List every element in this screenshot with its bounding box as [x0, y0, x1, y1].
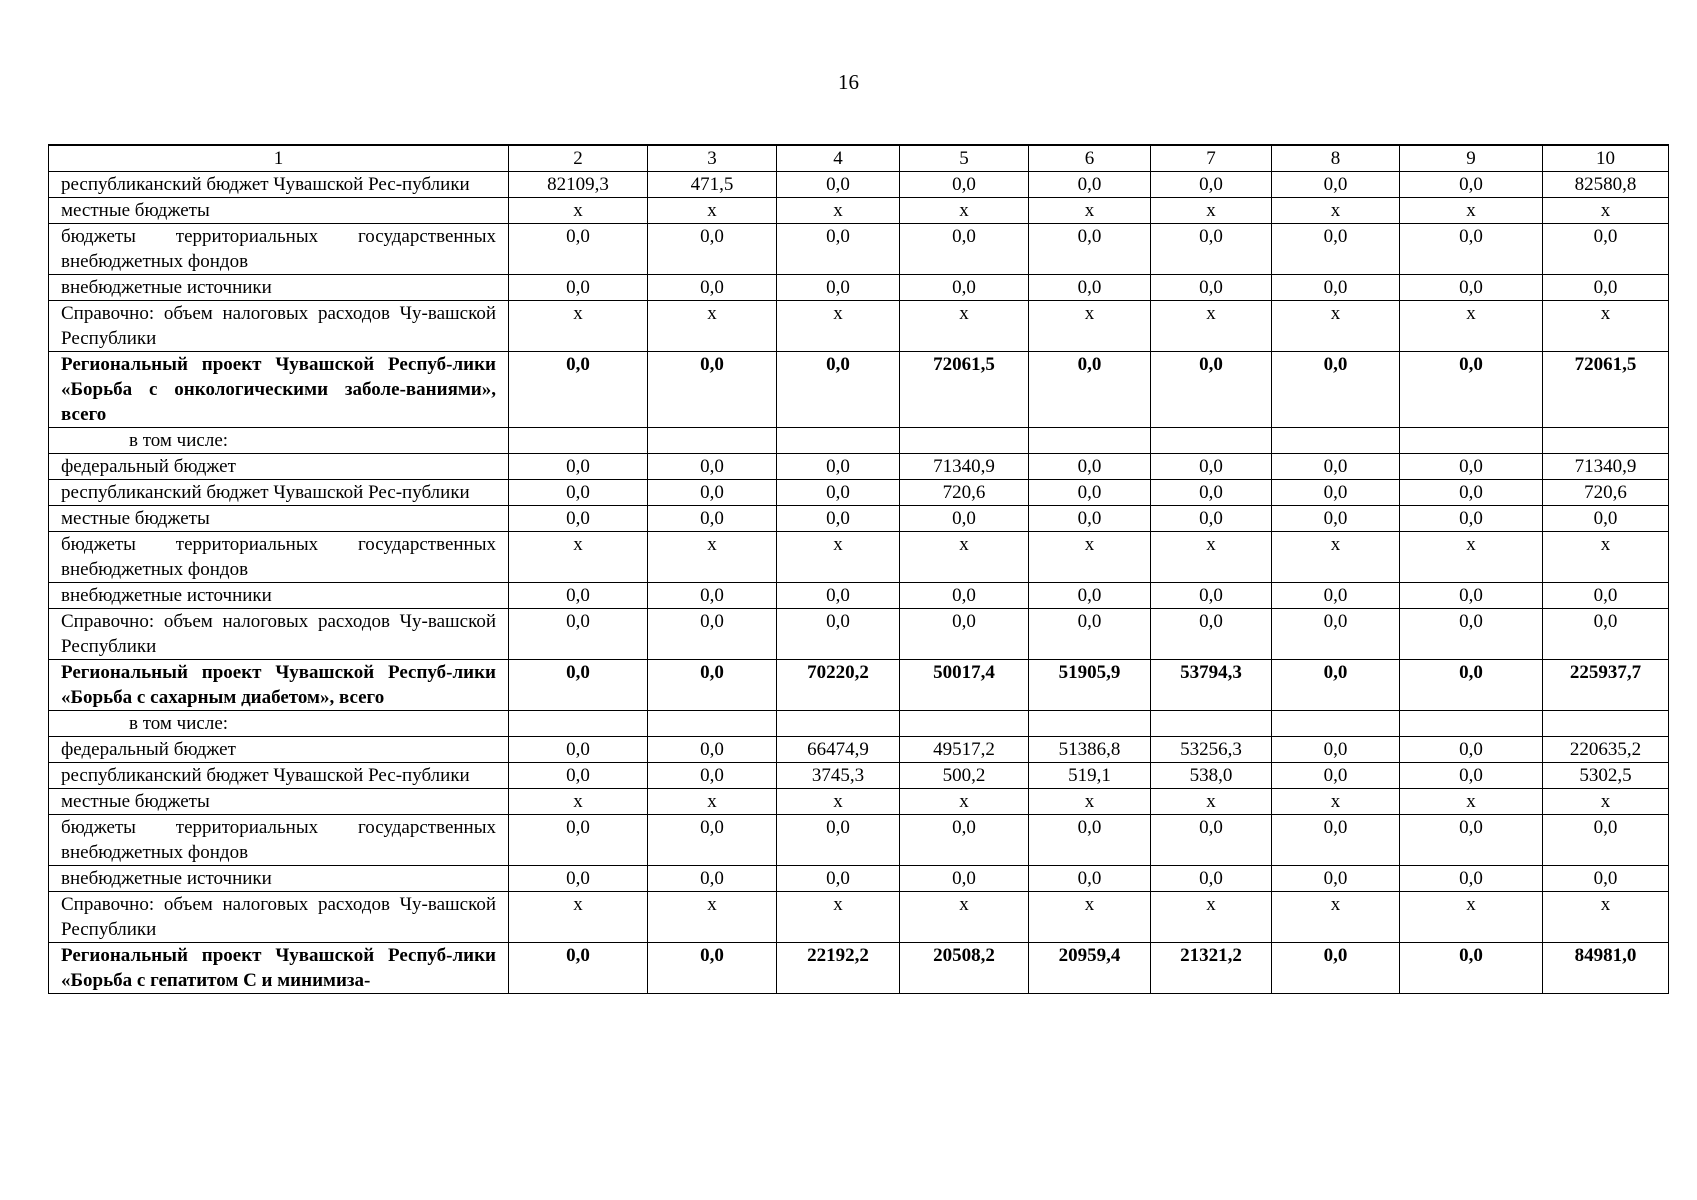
cell-value: 0,0: [900, 506, 1029, 532]
cell-value: [777, 711, 900, 737]
cell-value: 500,2: [900, 763, 1029, 789]
cell-value: [509, 428, 648, 454]
cell-value: 0,0: [1029, 480, 1151, 506]
cell-value: 0,0: [1151, 275, 1272, 301]
cell-value: 0,0: [1272, 480, 1400, 506]
cell-value: х: [1400, 789, 1543, 815]
cell-value: х: [1272, 301, 1400, 352]
table-row: [49, 815, 1669, 866]
cell-value: х: [1029, 789, 1151, 815]
table-row: [49, 943, 1669, 994]
cell-value: [1151, 428, 1272, 454]
row-label: внебюджетные источники: [49, 583, 509, 609]
cell-value: 0,0: [1543, 224, 1669, 275]
cell-value: 0,0: [1400, 815, 1543, 866]
cell-value: 0,0: [509, 352, 648, 428]
column-header: 7: [1151, 145, 1272, 172]
cell-value: 0,0: [648, 763, 777, 789]
cell-value: х: [1151, 198, 1272, 224]
cell-value: 0,0: [1400, 275, 1543, 301]
cell-value: 0,0: [1029, 815, 1151, 866]
cell-value: 0,0: [1151, 172, 1272, 198]
row-label: местные бюджеты: [49, 198, 509, 224]
cell-value: 0,0: [777, 583, 900, 609]
cell-value: 0,0: [777, 480, 900, 506]
cell-value: 0,0: [648, 352, 777, 428]
cell-value: х: [1151, 532, 1272, 583]
cell-value: 0,0: [1400, 480, 1543, 506]
cell-value: 0,0: [900, 275, 1029, 301]
row-label: в том числе:: [49, 711, 509, 737]
table-row: [49, 789, 1669, 815]
cell-value: 0,0: [509, 275, 648, 301]
cell-value: 0,0: [1029, 866, 1151, 892]
cell-value: 0,0: [1029, 583, 1151, 609]
cell-value: 0,0: [648, 866, 777, 892]
cell-value: х: [900, 789, 1029, 815]
cell-value: 53256,3: [1151, 737, 1272, 763]
cell-value: 0,0: [1543, 866, 1669, 892]
row-label: Справочно: объем налоговых расходов Чу-вашской Республики: [49, 892, 509, 943]
cell-value: х: [1400, 532, 1543, 583]
cell-value: [1543, 428, 1669, 454]
cell-value: 53794,3: [1151, 660, 1272, 711]
row-label: Региональный проект Чувашской Респуб-лики «Борьба с гепатитом С и минимиза-: [49, 943, 509, 994]
cell-value: х: [1151, 892, 1272, 943]
table-row: [49, 352, 1669, 428]
cell-value: [1543, 711, 1669, 737]
cell-value: х: [1400, 892, 1543, 943]
cell-value: х: [777, 789, 900, 815]
cell-value: 0,0: [648, 506, 777, 532]
cell-value: х: [777, 301, 900, 352]
row-label: местные бюджеты: [49, 506, 509, 532]
cell-value: 0,0: [1029, 454, 1151, 480]
cell-value: 0,0: [509, 763, 648, 789]
cell-value: 0,0: [509, 506, 648, 532]
cell-value: 0,0: [1272, 172, 1400, 198]
page-number: 16: [838, 70, 859, 94]
cell-value: 0,0: [777, 506, 900, 532]
cell-value: 538,0: [1151, 763, 1272, 789]
cell-value: 22192,2: [777, 943, 900, 994]
column-header: 1: [49, 145, 509, 172]
cell-value: [509, 711, 648, 737]
table-row: [49, 660, 1669, 711]
cell-value: [1029, 711, 1151, 737]
cell-value: 0,0: [648, 660, 777, 711]
cell-value: х: [1272, 789, 1400, 815]
cell-value: 0,0: [777, 275, 900, 301]
cell-value: 0,0: [900, 815, 1029, 866]
cell-value: 0,0: [1400, 609, 1543, 660]
cell-value: 0,0: [777, 352, 900, 428]
cell-value: х: [1272, 892, 1400, 943]
cell-value: х: [1543, 532, 1669, 583]
cell-value: х: [509, 301, 648, 352]
table-row: [49, 224, 1669, 275]
cell-value: 0,0: [777, 815, 900, 866]
cell-value: [900, 711, 1029, 737]
table-row: [49, 737, 1669, 763]
cell-value: 0,0: [1029, 609, 1151, 660]
cell-value: 0,0: [648, 815, 777, 866]
cell-value: 0,0: [1272, 454, 1400, 480]
cell-value: 0,0: [1272, 583, 1400, 609]
row-label: внебюджетные источники: [49, 275, 509, 301]
cell-value: 0,0: [509, 815, 648, 866]
cell-value: х: [900, 892, 1029, 943]
header-row: [49, 145, 1669, 172]
row-label: республиканский бюджет Чувашской Рес-публики: [49, 172, 509, 198]
cell-value: 0,0: [648, 224, 777, 275]
cell-value: х: [900, 198, 1029, 224]
cell-value: 0,0: [1151, 506, 1272, 532]
row-label: бюджеты территориальных государственных внебюджетных фондов: [49, 532, 509, 583]
cell-value: [1400, 711, 1543, 737]
cell-value: [1272, 711, 1400, 737]
column-header: 5: [900, 145, 1029, 172]
cell-value: [777, 428, 900, 454]
cell-value: х: [777, 532, 900, 583]
cell-value: 0,0: [648, 943, 777, 994]
cell-value: 0,0: [648, 737, 777, 763]
cell-value: 0,0: [1272, 763, 1400, 789]
cell-value: [648, 428, 777, 454]
cell-value: х: [509, 198, 648, 224]
cell-value: 0,0: [777, 866, 900, 892]
cell-value: 0,0: [509, 660, 648, 711]
cell-value: 0,0: [1151, 480, 1272, 506]
cell-value: 0,0: [1272, 737, 1400, 763]
cell-value: х: [900, 532, 1029, 583]
cell-value: х: [1543, 301, 1669, 352]
cell-value: 519,1: [1029, 763, 1151, 789]
cell-value: 50017,4: [900, 660, 1029, 711]
cell-value: 3745,3: [777, 763, 900, 789]
table-row: [49, 172, 1669, 198]
row-label: бюджеты территориальных государственных внебюджетных фондов: [49, 815, 509, 866]
cell-value: 84981,0: [1543, 943, 1669, 994]
cell-value: [900, 428, 1029, 454]
cell-value: 0,0: [1543, 506, 1669, 532]
cell-value: 0,0: [1272, 506, 1400, 532]
cell-value: 0,0: [1400, 763, 1543, 789]
cell-value: х: [648, 532, 777, 583]
cell-value: 49517,2: [900, 737, 1029, 763]
cell-value: 0,0: [648, 609, 777, 660]
cell-value: 0,0: [1400, 943, 1543, 994]
cell-value: 0,0: [1400, 224, 1543, 275]
cell-value: 720,6: [900, 480, 1029, 506]
cell-value: 0,0: [1029, 275, 1151, 301]
cell-value: 0,0: [1029, 352, 1151, 428]
cell-value: 0,0: [1151, 583, 1272, 609]
cell-value: 225937,7: [1543, 660, 1669, 711]
table-row: [49, 428, 1669, 454]
cell-value: 0,0: [1400, 660, 1543, 711]
cell-value: 0,0: [509, 943, 648, 994]
column-header: 3: [648, 145, 777, 172]
row-label: внебюджетные источники: [49, 866, 509, 892]
row-label: республиканский бюджет Чувашской Рес-публики: [49, 763, 509, 789]
cell-value: 21321,2: [1151, 943, 1272, 994]
row-label: местные бюджеты: [49, 789, 509, 815]
cell-value: 0,0: [1543, 583, 1669, 609]
cell-value: 0,0: [509, 583, 648, 609]
cell-value: 20959,4: [1029, 943, 1151, 994]
cell-value: х: [1029, 532, 1151, 583]
row-label: Региональный проект Чувашской Респуб-лики «Борьба с онкологическими заболе-ваниями», всего: [49, 352, 509, 428]
cell-value: х: [509, 892, 648, 943]
cell-value: 0,0: [1272, 224, 1400, 275]
cell-value: 0,0: [900, 866, 1029, 892]
cell-value: х: [1151, 301, 1272, 352]
cell-value: 220635,2: [1543, 737, 1669, 763]
cell-value: 82109,3: [509, 172, 648, 198]
cell-value: х: [1272, 532, 1400, 583]
cell-value: 0,0: [1151, 866, 1272, 892]
table-row: [49, 198, 1669, 224]
cell-value: [1029, 428, 1151, 454]
cell-value: 51386,8: [1029, 737, 1151, 763]
cell-value: 71340,9: [900, 454, 1029, 480]
cell-value: 0,0: [1029, 506, 1151, 532]
cell-value: 0,0: [900, 609, 1029, 660]
cell-value: 0,0: [777, 224, 900, 275]
cell-value: 0,0: [509, 454, 648, 480]
cell-value: 0,0: [1272, 660, 1400, 711]
cell-value: 0,0: [648, 275, 777, 301]
cell-value: х: [900, 301, 1029, 352]
cell-value: х: [509, 532, 648, 583]
cell-value: 0,0: [777, 172, 900, 198]
cell-value: 720,6: [1543, 480, 1669, 506]
column-header: 2: [509, 145, 648, 172]
cell-value: [648, 711, 777, 737]
row-label: Справочно: объем налоговых расходов Чу-вашской Республики: [49, 301, 509, 352]
cell-value: 0,0: [900, 224, 1029, 275]
cell-value: 0,0: [900, 172, 1029, 198]
cell-value: 0,0: [1400, 737, 1543, 763]
cell-value: 51905,9: [1029, 660, 1151, 711]
cell-value: 72061,5: [1543, 352, 1669, 428]
cell-value: х: [1029, 892, 1151, 943]
cell-value: 0,0: [1272, 866, 1400, 892]
cell-value: 72061,5: [900, 352, 1029, 428]
cell-value: [1400, 428, 1543, 454]
row-label: федеральный бюджет: [49, 737, 509, 763]
cell-value: х: [1272, 198, 1400, 224]
cell-value: х: [1543, 198, 1669, 224]
column-header: 10: [1543, 145, 1669, 172]
cell-value: х: [1029, 198, 1151, 224]
cell-value: х: [1400, 198, 1543, 224]
cell-value: 0,0: [509, 866, 648, 892]
cell-value: 0,0: [648, 583, 777, 609]
row-label: в том числе:: [49, 428, 509, 454]
cell-value: х: [648, 301, 777, 352]
cell-value: 0,0: [1400, 506, 1543, 532]
cell-value: 5302,5: [1543, 763, 1669, 789]
cell-value: 82580,8: [1543, 172, 1669, 198]
cell-value: 0,0: [509, 737, 648, 763]
table-row: [49, 892, 1669, 943]
cell-value: х: [777, 892, 900, 943]
table-row: [49, 532, 1669, 583]
cell-value: х: [1400, 301, 1543, 352]
cell-value: 0,0: [1272, 815, 1400, 866]
table-row: [49, 454, 1669, 480]
cell-value: х: [1543, 789, 1669, 815]
row-label: бюджеты территориальных государственных внебюджетных фондов: [49, 224, 509, 275]
cell-value: 0,0: [1151, 815, 1272, 866]
cell-value: 0,0: [648, 480, 777, 506]
cell-value: х: [648, 198, 777, 224]
table-row: [49, 711, 1669, 737]
cell-value: 0,0: [1151, 352, 1272, 428]
table-body: [49, 172, 1669, 994]
cell-value: 70220,2: [777, 660, 900, 711]
cell-value: 471,5: [648, 172, 777, 198]
cell-value: 0,0: [1151, 609, 1272, 660]
column-header: 4: [777, 145, 900, 172]
table-row: [49, 583, 1669, 609]
column-header: 9: [1400, 145, 1543, 172]
row-label: Справочно: объем налоговых расходов Чу-вашской Республики: [49, 609, 509, 660]
budget-table: [48, 144, 1669, 994]
cell-value: х: [777, 198, 900, 224]
row-label: Региональный проект Чувашской Респуб-лики «Борьба с сахарным диабетом», всего: [49, 660, 509, 711]
table-row: [49, 480, 1669, 506]
cell-value: 0,0: [1272, 275, 1400, 301]
table-row: [49, 275, 1669, 301]
column-header: 6: [1029, 145, 1151, 172]
cell-value: [1272, 428, 1400, 454]
cell-value: [1151, 711, 1272, 737]
cell-value: 0,0: [1400, 583, 1543, 609]
cell-value: 0,0: [509, 609, 648, 660]
cell-value: х: [1029, 301, 1151, 352]
cell-value: 0,0: [1272, 943, 1400, 994]
cell-value: х: [648, 892, 777, 943]
cell-value: 71340,9: [1543, 454, 1669, 480]
cell-value: 0,0: [509, 224, 648, 275]
cell-value: 0,0: [1543, 275, 1669, 301]
cell-value: 0,0: [1543, 815, 1669, 866]
cell-value: 0,0: [1151, 224, 1272, 275]
cell-value: 0,0: [1400, 352, 1543, 428]
cell-value: 0,0: [1029, 172, 1151, 198]
table-row: [49, 506, 1669, 532]
cell-value: 0,0: [1400, 454, 1543, 480]
cell-value: 0,0: [1272, 609, 1400, 660]
row-label: федеральный бюджет: [49, 454, 509, 480]
cell-value: 0,0: [509, 480, 648, 506]
cell-value: 0,0: [900, 583, 1029, 609]
cell-value: 0,0: [1400, 866, 1543, 892]
cell-value: 66474,9: [777, 737, 900, 763]
cell-value: 0,0: [1151, 454, 1272, 480]
cell-value: х: [1151, 789, 1272, 815]
table-row: [49, 301, 1669, 352]
table-row: [49, 866, 1669, 892]
cell-value: 20508,2: [900, 943, 1029, 994]
cell-value: х: [1543, 892, 1669, 943]
cell-value: 0,0: [1272, 352, 1400, 428]
table-row: [49, 609, 1669, 660]
cell-value: 0,0: [1543, 609, 1669, 660]
cell-value: 0,0: [648, 454, 777, 480]
row-label: республиканский бюджет Чувашской Рес-публики: [49, 480, 509, 506]
cell-value: 0,0: [777, 454, 900, 480]
cell-value: х: [648, 789, 777, 815]
cell-value: 0,0: [777, 609, 900, 660]
column-header: 8: [1272, 145, 1400, 172]
cell-value: 0,0: [1400, 172, 1543, 198]
cell-value: 0,0: [1029, 224, 1151, 275]
cell-value: х: [509, 789, 648, 815]
table-row: [49, 763, 1669, 789]
